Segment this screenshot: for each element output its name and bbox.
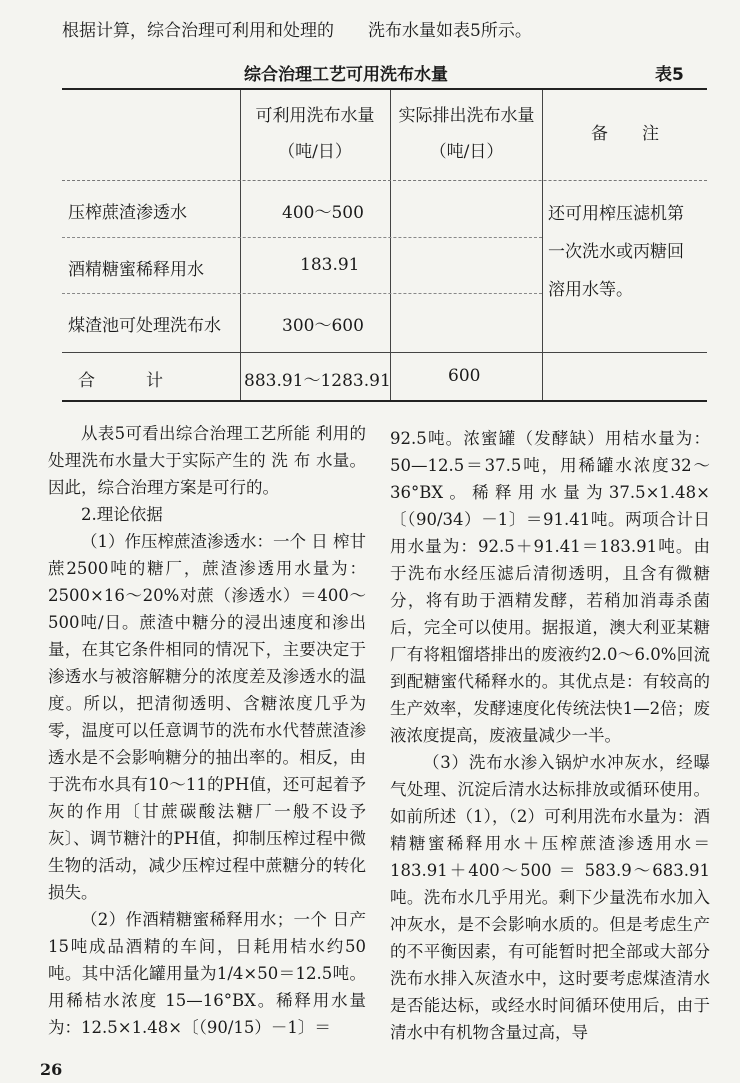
header-remark: 备 注 (591, 124, 659, 144)
row-2-value: 183.91 (300, 255, 360, 275)
row-3-value: 300～600 (282, 316, 364, 336)
header-usable: 可利用洗布水量 （吨/日） (255, 106, 375, 162)
remark-text: 还可用榨压滤机第一次洗水或丙糖回溶用水等。 (548, 204, 684, 300)
total-label: 合 计 (78, 371, 163, 391)
intro-line: 根据计算，综合治理可利用和处理的 洗布水量如表5所示。 (62, 21, 532, 41)
header-actual: 实际排出洗布水量 （吨/日） (398, 106, 535, 162)
row-divider (62, 293, 542, 294)
table-title: 综合治理工艺可用洗布水量 (244, 65, 448, 85)
total-rule (62, 352, 707, 353)
right-column (390, 425, 710, 1046)
row-3-name: 煤渣池可处理洗布水 (68, 316, 221, 336)
paragraph: （1）作压榨蔗渣渗透水：一个 日 榨甘蔗2500吨的糖厂，蔗渣渗透用水量为：2500×16～20%对蔗（渗透水）＝400～500吨/日。蔗渣中糖分的浸出速度和渗出量，在其它条件相同的情况下，主要决定于渗透水与被溶解糖分的浓度差及渗透水的温度。所以，把清彻透明、含糖浓度几乎为零，温度可以任意调节的洗布水代替蔗渣渗透水是不会影响糖分的抽出率的。相反，由于洗布水具有10～11的PH值，还可起着予灰的作用〔甘蔗碳酸法糖厂一般不设予灰〕、调节糖汁的PH值，抑制压榨过程中微生物的活动，减少压榨过程中蔗糖分的转化损失。 (48, 532, 366, 902)
row-1-value: 400～500 (282, 203, 364, 223)
table-bottom-rule (62, 400, 707, 402)
header-rule (62, 180, 707, 181)
row-2-name: 酒精糖蜜稀释用水 (68, 260, 204, 280)
row-1-name: 压榨蔗渣渗透水 (68, 203, 187, 223)
page-number: 26 (40, 1060, 63, 1079)
row-divider (62, 237, 542, 238)
paragraph: 从表5可看出综合治理工艺所能 利用的处理洗布水量大于实际产生的 洗 布 水量。因此，综合治理方案是可行的。 (48, 424, 366, 497)
paragraph: （3）洗布水渗入锅炉水冲灰水，经曝气处理、沉淀后清水达标排放或循环使用。如前所述（1），（2）可利用洗布水量为：酒精糖蜜稀释用水＋压榨蔗渣渗透用水＝183.91＋400～500 ＝ 583.9～683.91吨。洗布水几乎用光。剩下少量洗布水加入冲灰水，是不会影响水质的。但是考虑生产的不平衡因素，有可能暂时把全部或大部分洗布水排入灰渣水中，这时要考虑煤渣清水是否能达标，或经水时间循环使用后，由于清水中有机物含量过高，导 (390, 753, 710, 1042)
paragraph: （2）作酒精糖蜜稀释用水；一个 日产15吨成品酒精的车间，日耗用桔水约50吨。其中活化罐用量为1/4×50＝12.5吨。用稀桔水浓度 15—16°BX。稀释用水量为：12.5×1.48×〔（90/15）－1〕＝ (48, 910, 366, 1037)
paragraph: 92.5吨。浓蜜罐（发酵缺）用桔水量为：50—12.5＝37.5吨，用稀罐水浓度32～36°BX。稀释用水量为37.5×1.48×〔（90/34）－1〕＝91.41吨。两项合计日用水量为：92.5＋91.41＝183.91吨。由于洗布水经压滤后清彻透明，且含有微糖分，将有助于酒精发酵，若稍加消毒杀菌后，完全可以使用。据报道，澳大利亚某糖厂有将粗馏塔排出的废液约2.0～6.0%回流到配糖蜜代稀释水的。其优点是：有较高的生产效率，发酵速度化传统法快1—2倍；废液浓度提高，废液量减少一半。 (390, 429, 710, 745)
total-actual: 600 (448, 366, 481, 386)
table-number: 表5 (655, 65, 684, 85)
section-heading: 2.理论依据 (81, 505, 163, 524)
table-top-rule (62, 88, 707, 90)
total-value: 883.91～1283.91 (244, 371, 391, 391)
left-column (48, 420, 366, 1041)
